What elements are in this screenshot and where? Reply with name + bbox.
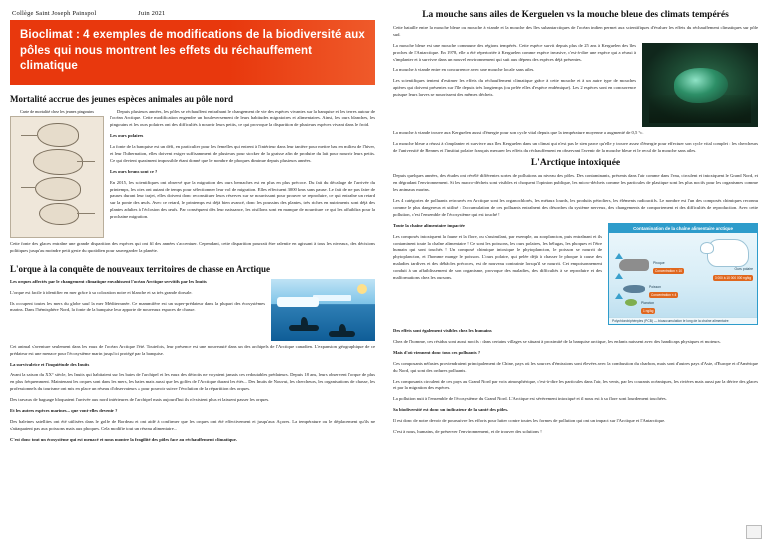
paragraph-mouche-3: La mouche à viande entre en concurrence avec une mouche locale sans ailes.: [393, 67, 535, 73]
penguin-sketch-image: [10, 116, 104, 238]
infographic-footnote: Polychlorobiphényles (PCB) — bioaccumulation le long de la chaîne alimentaire: [609, 317, 757, 324]
chain-arrow-icon: [615, 273, 623, 279]
paragraph-orque-7: C'est donc tout un écosystème qui est menacé et nous montre la fragilité des pôles face au réchauffement climatique.: [10, 436, 237, 442]
main-title-banner: [10, 20, 375, 85]
paragraph-arctique-4: Chez de l'homme, ces résidus sont aussi nocifs : dans certains villages se situant à proximité de la banquise arctique, les enfants naissent avec des handicaps physiques et moteurs.: [393, 338, 721, 344]
paragraph-orque-3: Cet animal s'aventure seulement dans les eaux de l'océan Arctique l'été. Toutefois, leur présence est une nouveauté dans un des archipels de l'Arctique canadien. L'expansion géographique de ce prédateur est une menace pour l'écosystème marin jusqu'ici protégé par la banquise.: [10, 343, 375, 356]
infographic-value-plankton: 1 ng/kg: [643, 309, 654, 314]
section-heading-mortalite: Mortalité accrue des jeunes espèces animales au pôle nord: [10, 93, 233, 104]
paragraph-arctique-5: Ces composants néfastes proviendraient principalement de Chine, pays où les sources d'émissions sont élevées avec la combustion du charbon, mais sont d'autres pays d'Asie, d'Europe et d'Amérique du Nord, qui sont des ordures polluants.: [393, 360, 758, 373]
paragraph-arctique-3: Les composés intoxiquent la faune et la flore, ou s'assimilant, par exemple, au zooplancton, puis entraînant et ils contaminent toute la chaîne alimentaire ! Ce sont les poissons, les ours polaires, les bélugas, les phoques et l'être humain qui sont touchés ! Un composé chimique intoxique le phytoplancton, le poisson se nourrit de phytoplancton, et l'homme mange le poisson. L'ours polaire, qui pelée déjà à chasser le phoque à cause des maladies tardives et des débâcles précoces, est de nouveau contrainte lorsqu'il se nourrit. Cet empoisonnement conduit à un affaiblissement de son organisme, provoque des maladies, des difficultés à se reproduire et des malformations chez les oursons.: [393, 233, 602, 281]
paragraph-arctique-1: Depuis quelques années, des études ont révélé différentes sortes de pollutions au niveau des pôles. Des contaminants, présents dans l'air comme dans l'eau, circulent et intoxiquent le Grand Nord, et en dégradant l'environnement. Si les macro-déchets sont visibles et choquent l'opinion publique, les micro-déchets comme les particules de plastique sont les plus nocifs pour les organismes comme les animaux marins.: [393, 173, 758, 193]
subheading-autres-especes: Et les autres espèces marines... que vont-elles devenir ?: [10, 408, 118, 414]
paragraph-mortalite-4: Cette fonte des glaces entraîne une grande disparition des espèces qui ont fil des années s'accentuer. Cependant, cette disparition pourrait être ralentie en agissant à tous les niveaux, des décisions politiques jusqu'au moindre petit geste du quotidien pour sauvegarder la planète.: [10, 241, 375, 253]
subheading-effets-humains: Des effets sont également visibles chez les humains: [393, 328, 492, 334]
paragraph-orque-lead: Les orques affectés par le changement climatique envahissent l'océan Arctique servitifs par les Inuits: [10, 278, 207, 284]
paragraph-mouche-2: La mouche bleue est une mouche commune des régions tempérés. Cette espèce survit depuis plus de 25 ans à Kerguelen des îles proches de l'Antarctique. En 1978, elle a été répertoriée à Kerguelen comme espèce invasive, c'est-à-dire une espèce qui a réussi à s'implanter et à survivre dans un nouvel environnement qui suit aux dépens des espèces déjà présentes.: [393, 42, 636, 62]
polar-bear-icon: [707, 239, 749, 267]
infographic-box: [608, 223, 758, 325]
paragraph-orque-5: Des travaux de baguage bloquaient l'arrivée aux nord intérieures de l'archipel mais aujourd'hui ils n'existent plus et laissent passer les orques.: [10, 397, 270, 403]
figure-food-chain-infographic: [608, 223, 758, 325]
page-title: Bioclimat : 4 exemples de modifications de la biodiversité aux pôles qui nous montrent les effets du réchauffement climatique: [20, 29, 365, 73]
paragraph-mouche-5: La mouche à viande trouve aux Kerguelen aussi d'énergie pour son cycle vital depuis que la température moyenne a augmenté de 0,5 °c.: [393, 129, 644, 135]
figure-penguin-mortality: [10, 109, 104, 238]
infographic-body: [609, 233, 757, 317]
subheading-biodiversite-indicateur: Sa biodiversité est donc un indicateur de la santé des pôles.: [393, 407, 509, 413]
fish-icon: [623, 285, 645, 293]
paragraph-mouche-6: La mouche bleue a réussi à s'implanter et survivre aux îles Kerguelen dans un climat qui n'est pas le sien parce qu'elle y trouve assez d'énergie pour effectuer son cycle vital complet : les chercheurs de l'université de Rennes et l'institut polaire français mesurer les effets du réchauffement en observant l'avenir de la mouche bleue et le recul de la mouche sans ailes.: [393, 140, 758, 153]
subheading-chaine-alimentaire: Toute la chaîne alimentaire impactée: [393, 222, 465, 228]
plankton-icon: [625, 299, 637, 306]
orca-illustration-image: [271, 279, 375, 341]
paragraph-arctique-2: Les 4 catégories de polluants retrouvés en Arctique sont les organochlorés, les métaux lourds, les produits pétroliers, les éléments radioactifs. Le nombre est l'un des composés chimiques reconnu comme le plus dangereux et utilisé : l'accumulation de ces polluants entraînent des désordres du système nerveux, des changements de comportement et des difficultés de reproduction. Avec cette pollution, c'est l'ensemble de l'écosystème qui est touché !: [393, 198, 758, 217]
paragraph-orque-1: L'orque est facile à identifier en mer grâce à sa coloration noire et blanche et sa très grande dorsale.: [10, 289, 193, 295]
seal-icon: [619, 259, 649, 271]
paragraph-orque-6: Des baleines satellites ont été utilisées dans le golfe de Bordeau et ont aidé à confirmer que les orques ont été effectivement et jusqu'aux Açores. La température ou le déplacement qu'ils ne s'attaquaient pas aux poissons mais aux phoques. Cela modifie tout un réseau alimentaire...: [10, 418, 375, 431]
paragraph-mouche-4: Les scientifiques tentent d'estimer les effets du réchauffement climatique grâce à cette mouche et à un autre type de mouches aptères qui doivent présentes sur l'île depuis très longtemps (ou pelée elles d'espèce endémique). Les 2 espèces sont en concurrence puisque leurs larves se nourrissent des mêmes déchets.: [393, 78, 636, 98]
infographic-title: Contamination de la chaîne alimentaire arctique: [609, 224, 757, 233]
right-column: [389, 8, 758, 537]
section-heading-orque: L'orque à la conquête de nouveaux territoires de chasse en Arctique: [10, 263, 270, 274]
paragraph-mortalite-3: En 2015, les scientifiques ont observé que la migration des ours bernaches est en plus en plus précoce. Du fait du décalage de l'arrivée du printemps, les oies ont autant de temps pour sélectionner leur vol de migration. Elles effectuent 3000 kms sans pause. Le fait de ne pas faire de pauses durant leur trajet, elles doivent donc reconstituer leurs réserves sur se nourrissant pour prouver se reproduire, ce qui entraîne un retard sur la ponte des œufs. Avec ce retard, le printemps est déjà bien avancé, donc les poussins des plantes, très riches en nutriments sont déjà des plantes adultes à l'éclosion des œufs. Par conséquent dès leur naissance, les oisillons sont en manque de nourriture ce qui les affaiblira pour la prochaine migration.: [110, 179, 375, 220]
chain-arrow-icon: [615, 293, 623, 299]
figure-blue-fly: [642, 43, 758, 127]
school-name: Collège Saint Joseph Painspol: [12, 10, 97, 17]
subheading-origine-polluants: Mais d'où viennent donc tous ces polluants ?: [393, 349, 481, 355]
section-heading-mouche: La mouche sans ailes de Kerguelen vs la mouche bleue des climats tempérés: [422, 10, 729, 20]
sun-icon: [357, 284, 367, 294]
figure-orca-arctic: [271, 279, 375, 341]
left-column: [10, 8, 379, 537]
chain-arrow-icon: [615, 253, 623, 259]
paragraph-orque-2: Ils occupent toutes les mers du globe sauf la mer Méditerranée. Ce mammifère est un super-prédateur dans la plupart des écosystèmes marins. Dans l'hémisphère Nord, la fonte de la banquise leur apporte de nouveaux espaces de chasse.: [10, 300, 265, 313]
paragraph-arctique-8: Il est donc de notre devoir de poursuivre les efforts pour lutter contre toutes les formes de pollution qui ont un impact sur l'Arctique et l'Antarctique.: [393, 418, 666, 424]
paragraph-arctique-7: La pollution nuit à l'ensemble de l'écosystème du Grand Nord. L'Arctique est sévèrement intoxiqué et il nous est à sa flore sont lourdement touchées.: [393, 396, 667, 402]
paragraph-mouche-1: Cette bataille entre la mouche bleue ou mouche à viande et la mouche des îles subantarctiques de l'océan indien permet aux scientifiques d'évaluer les effets du réchauffement climatiques sur pôle sud.: [393, 25, 758, 37]
figure-caption-penguin: Carte de mortalité chez les jeunes pingouins: [20, 108, 94, 114]
blue-fly-photo: [642, 43, 758, 127]
section-heading-arctique: L'Arctique intoxiquée: [530, 158, 621, 169]
paragraph-arctique-6: Les composants circulent de ces pays au Grand Nord par voix atmosphérique, c'est-à-dire les particules dans l'air, les vents, par les courants océaniques, les rivières mais aussi par la dérive des glaces et par la migration des espèces.: [393, 378, 758, 391]
infographic-label-fish: Poisson: [649, 285, 662, 290]
subheading-inuits: La survivalrice et l'inquiétude des Inuits: [10, 361, 90, 367]
infographic-label-seal: Phoque: [653, 261, 665, 266]
paragraph-mortalite-1: Depuis plusieurs années, les pôles se réchauffent entraînant le changement de vie des espèces vivantes sur la banquise et les terres autour de l'océan Arctique. Cette modification engendre un bouleversement de leurs habitudes migratoires et alimentaires. Ainsi, les ours blanches, les pingouins et les ours polaires ont des difficultés à nourrir leurs petits, ce qui provoque la disparition de plusieurs espèces vivant dans le froid.: [110, 108, 375, 128]
infographic-label-plankton: Plancton: [641, 301, 655, 306]
masthead-line: [12, 10, 375, 17]
subheading-ours-bruns: Les ours bruns sont ce ?: [110, 168, 158, 174]
subheading-ours-polaires: Les ours polaires: [110, 133, 144, 139]
infographic-value-seal: Concentration × 10: [655, 269, 683, 274]
paragraph-orque-4: Avant la saison du XX° siècle, les Inuits qui habitaient sur les baies de l'archipel et les eaux des détroits ne voyaient jamais ces redoutables prédateurs. Depuis 18 ans, leurs observent l'orque de plus en plus fréquemment. Maintenant les orques sont dans les mers, les baies mais aussi que les golfes de l'Arctique durant les étés... Des Inuits de Nouvut, les chercheurs, les organisations de chasse, les professionnels du tourisme ont mis en place un réseau d'observateurs « pour pouvoir suivre l'évolution de la répartition des orques.: [10, 372, 375, 392]
paragraph-arctique-9: C'est à nous, humains, de préserver l'environnement, et de trouver des solutions !: [393, 428, 542, 434]
paragraph-mortalite-2: La fonte de la banquise est un défi, en particulier pour les femelles qui entrent à l'intérieur dans leur tanière pour mettre bas en milieu de l'hiver, et leur l'hibernation, elles doivent exiger suffisamment de plusieurs pour stocker de la graisse afin de produire du lait pour nourrir leurs petits. Ce qui devient quasiment impossible étant donné que le nombre de phoques diminue depuis plusieurs années.: [110, 144, 375, 163]
infographic-value-fish: Concentration × 4: [651, 293, 677, 298]
page-corner-mark: [746, 525, 762, 539]
issue-date: Juin 2021: [138, 10, 166, 17]
infographic-label-bear: Ours polaire: [734, 267, 753, 272]
infographic-value-bear: 3 000 à 10 000 000 ng/kg: [714, 276, 751, 281]
